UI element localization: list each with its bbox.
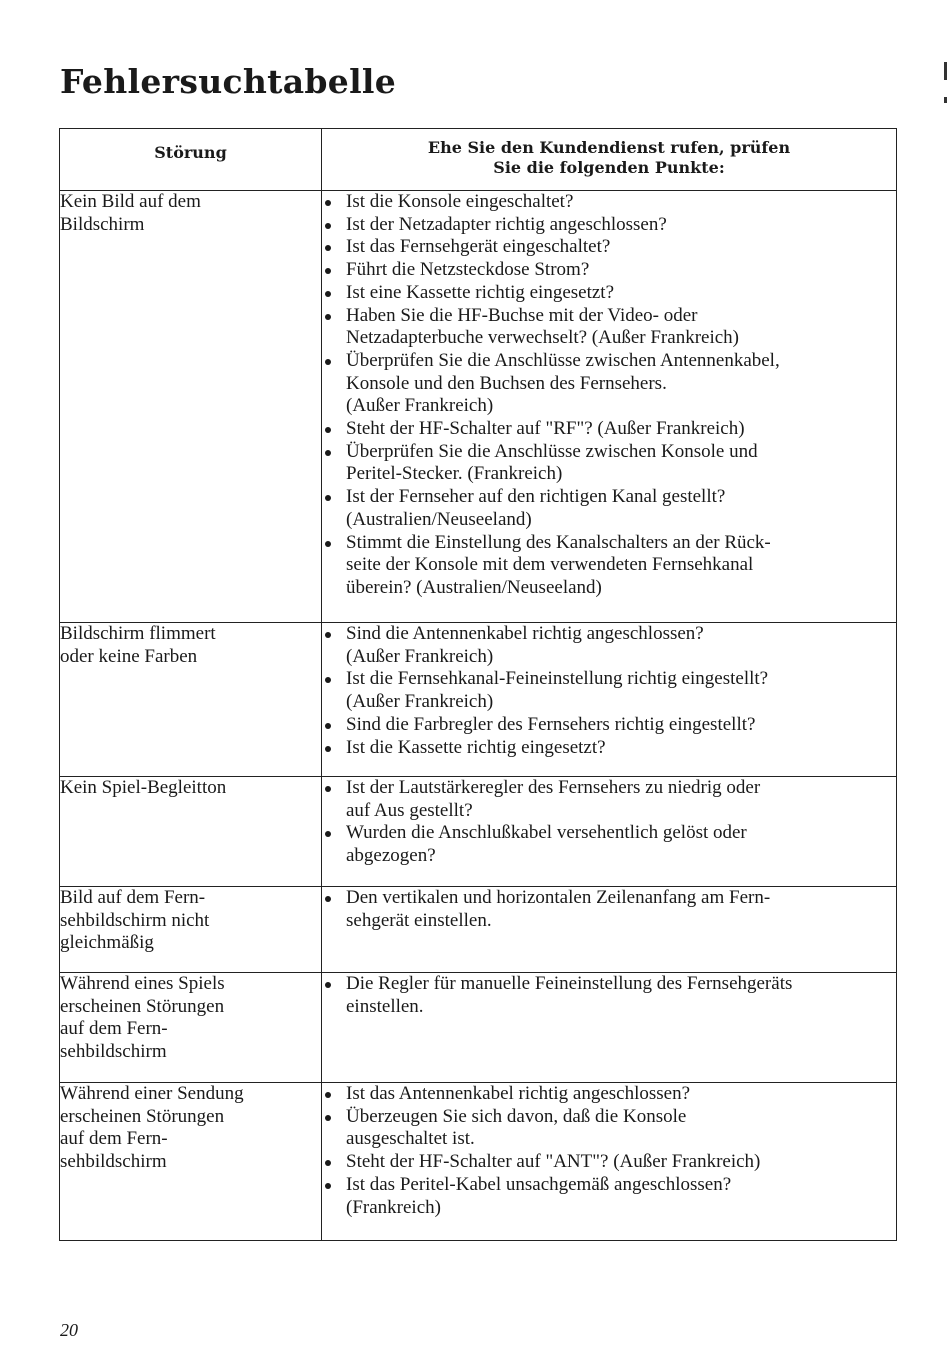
problem-cell: Kein Spiel-Begleitton — [60, 777, 322, 887]
check-text: Ist eine Kassette richtig eingesetzt? — [346, 281, 615, 303]
list-item — [322, 259, 896, 282]
problem-cell: Während eines Spiels erscheinen Störungen auf dem Fern- sehbildschirm — [60, 973, 322, 1083]
problem-cell: Kein Bild auf dem Bildschirm — [60, 191, 322, 623]
list-item — [322, 737, 896, 760]
list-item — [322, 1083, 896, 1106]
checklist — [322, 973, 896, 1018]
check-text: Haben Sie die HF-Buchse mit der Video- oder Netzadapterbuche verwechselt? (Außer Frankreich) — [346, 304, 739, 349]
bullet-icon — [325, 1160, 331, 1166]
bullet-icon — [325, 541, 331, 547]
check-text: Führt die Netzsteckdose Strom? — [346, 259, 590, 281]
checklist — [322, 623, 896, 759]
edge-mark — [944, 62, 947, 80]
check-text: Ist der Netzadapter richtig angeschlossen? — [346, 213, 667, 235]
check-text: Stimmt die Einstellung des Kanalschalters an der Rück- seite der Konsole mit dem verwendeten Fernsehkanal überein? (Australien/Neuseeland) — [346, 531, 771, 598]
bullet-icon — [325, 1183, 331, 1189]
list-item — [322, 191, 896, 214]
check-text: Den vertikalen und horizontalen Zeilenanfang am Fern- sehgerät einstellen. — [346, 887, 771, 931]
checklist — [322, 887, 896, 932]
edge-mark — [944, 97, 947, 103]
check-text: Die Regler für manuelle Feineinstellung des Fernsehgeräts einstellen. — [346, 973, 793, 1017]
check-text: Überprüfen Sie die Anschlüsse zwischen Konsole und Peritel-Stecker. (Frankreich) — [346, 440, 758, 485]
check-text: Steht der HF-Schalter auf "RF"? (Außer Frankreich) — [346, 418, 745, 440]
bullet-icon — [325, 1115, 331, 1121]
bullet-icon — [325, 223, 331, 229]
list-item — [322, 486, 896, 531]
check-text: Ist die Fernsehkanal-Feineinstellung richtig eingestellt? (Außer Frankreich) — [346, 668, 769, 713]
troubleshooting-table — [59, 128, 897, 1241]
check-text: Ist das Fernsehgerät eingeschaltet? — [346, 236, 611, 258]
problem-cell: Bildschirm flimmert oder keine Farben — [60, 623, 322, 777]
bullet-icon — [325, 495, 331, 501]
checks-cell — [322, 191, 897, 623]
bullet-icon — [325, 786, 331, 792]
list-item — [322, 714, 896, 737]
bullet-icon — [325, 1092, 331, 1098]
bullet-icon — [325, 746, 331, 752]
check-text: Überprüfen Sie die Anschlüsse zwischen Antennenkabel, Konsole und den Buchsen des Fernsehers. (Außer Frankreich) — [346, 349, 780, 417]
list-item — [322, 350, 896, 418]
bullet-icon — [325, 245, 331, 251]
bullet-icon — [325, 723, 331, 729]
checks-cell — [322, 973, 897, 1083]
bullet-icon — [325, 831, 331, 837]
list-item — [322, 305, 896, 350]
list-item — [322, 236, 896, 259]
header-checks: Ehe Sie den Kundendienst rufen, prüfen Sie die folgenden Punkte: — [322, 129, 897, 191]
checks-cell — [322, 887, 897, 973]
problem-cell: Bild auf dem Fern- sehbildschirm nicht gleichmäßig — [60, 887, 322, 973]
list-item — [322, 441, 896, 486]
check-text: Ist der Lautstärkeregler des Fernsehers zu niedrig oder auf Aus gestellt? — [346, 777, 761, 821]
table-row — [60, 191, 897, 623]
list-item — [322, 214, 896, 237]
list-item — [322, 887, 896, 932]
check-text: Ist die Konsole eingeschaltet? — [346, 191, 574, 212]
list-item — [322, 1106, 896, 1151]
bullet-icon — [325, 632, 331, 638]
bullet-icon — [325, 677, 331, 683]
list-item — [322, 973, 896, 1018]
list-item — [322, 1151, 896, 1174]
check-text: Sind die Farbregler des Fernsehers richtig eingestellt? — [346, 713, 756, 735]
list-item — [322, 668, 896, 713]
table-row — [60, 623, 897, 777]
check-text: Ist das Antennenkabel richtig angeschlossen? — [346, 1083, 691, 1104]
table-row — [60, 1083, 897, 1241]
check-text: Ist die Kassette richtig eingesetzt? — [346, 736, 606, 758]
checklist — [322, 1083, 896, 1219]
list-item — [322, 777, 896, 822]
check-text: Wurden die Anschlußkabel versehentlich gelöst oder abgezogen? — [346, 822, 747, 867]
bullet-icon — [325, 314, 331, 320]
list-item — [322, 1174, 896, 1219]
header-problem: Störung — [60, 129, 322, 191]
check-text: Überzeugen Sie sich davon, daß die Konsole ausgeschaltet ist. — [346, 1105, 687, 1150]
bullet-icon — [325, 427, 331, 433]
checklist — [322, 777, 896, 868]
checks-cell — [322, 777, 897, 887]
checks-cell — [322, 1083, 897, 1241]
list-item — [322, 282, 896, 305]
table-row — [60, 887, 897, 973]
list-item — [322, 418, 896, 441]
check-text: Sind die Antennenkabel richtig angeschlossen? (Außer Frankreich) — [346, 623, 704, 667]
page-title: Fehlersuchtabelle — [60, 62, 397, 101]
list-item — [322, 822, 896, 867]
bullet-icon — [325, 291, 331, 297]
bullet-icon — [325, 982, 331, 988]
checklist — [322, 191, 896, 600]
bullet-icon — [325, 200, 331, 206]
list-item — [322, 532, 896, 600]
check-text: Ist das Peritel-Kabel unsachgemäß angeschlossen? (Frankreich) — [346, 1173, 732, 1218]
bullet-icon — [325, 450, 331, 456]
bullet-icon — [325, 268, 331, 274]
check-text: Steht der HF-Schalter auf "ANT"? (Außer Frankreich) — [346, 1151, 761, 1173]
table-header-row — [60, 129, 897, 191]
checks-cell — [322, 623, 897, 777]
bullet-icon — [325, 896, 331, 902]
page-number: 20 — [60, 1320, 78, 1340]
bullet-icon — [325, 359, 331, 365]
table-row — [60, 777, 897, 887]
problem-cell: Während einer Sendung erscheinen Störungen auf dem Fern- sehbildschirm — [60, 1083, 322, 1241]
table-row — [60, 973, 897, 1083]
list-item — [322, 623, 896, 668]
check-text: Ist der Fernseher auf den richtigen Kanal gestellt? (Australien/Neuseeland) — [346, 486, 726, 530]
